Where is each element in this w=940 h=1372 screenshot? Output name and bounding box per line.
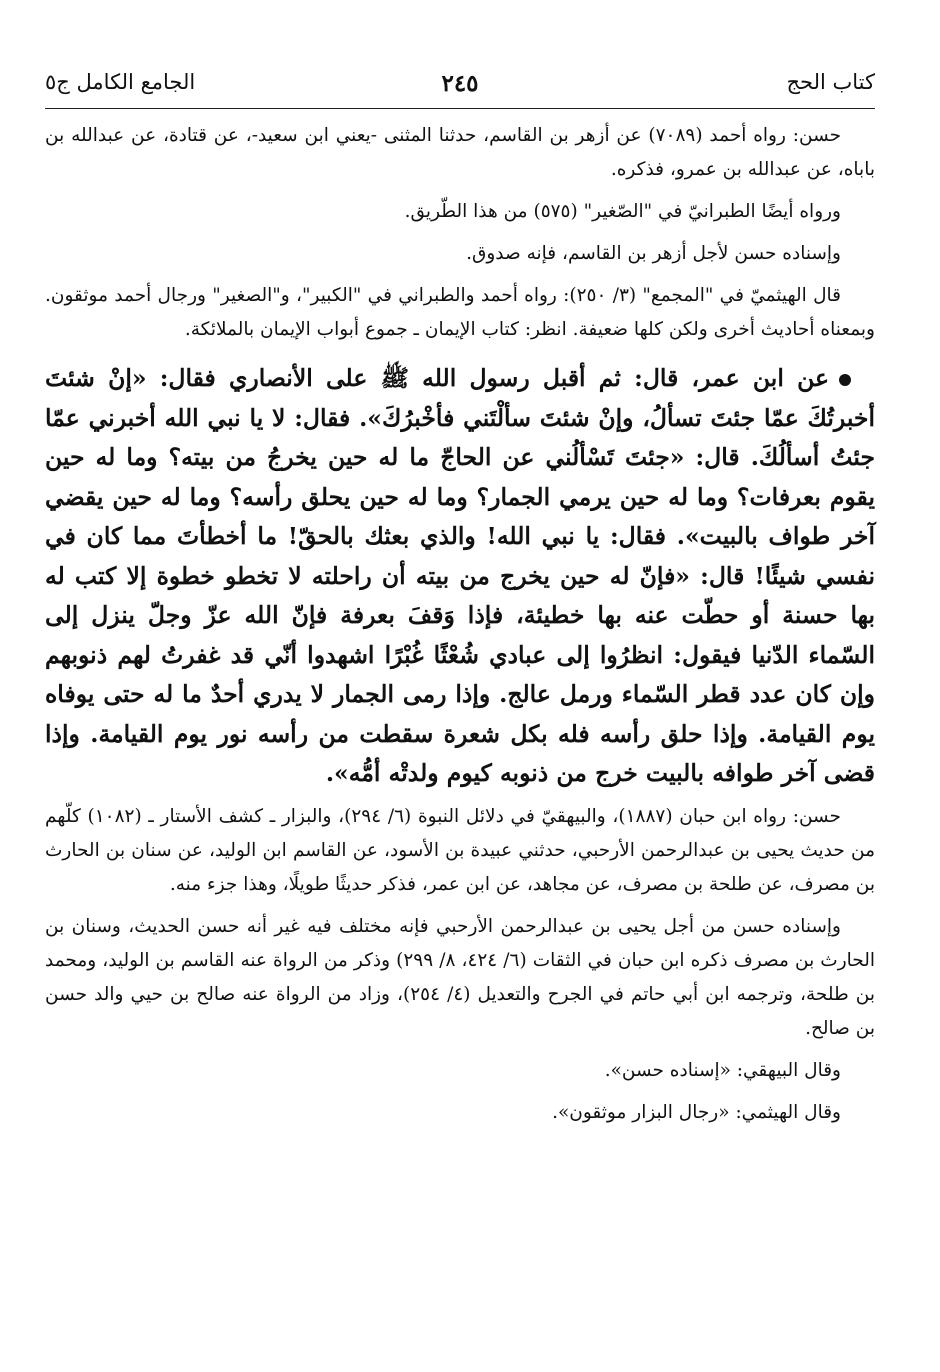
hadith-text: عن ابن عمر، قال: ثم أقبل رسول الله ﷺ على الأنصاري فقال: «إنْ شئتَ أخبرتُكَ عمّا جئتَ تسألُ، وإنْ شئتَ سألْتَني فأخْبرُكَ». فقال: لا يا نبي الله أخبرني عمّا جئتُ أسألُكَ. قال: «جئتَ تَسْألُني عن الحاجّ ما له حين يخرجُ من بيته؟ وما له حين يقوم بعرفات؟ وما له حين يرمي الجمار؟ وما له حين يحلق رأسه؟ وما له حين يقضي آخر طواف بالبيت». فقال: يا نبي الله! والذي بعثك بالحقّ! ما أخطأتَ مما كان في نفسي شيئًا! قال: «فإنّ له حين يخرج من بيته أن راحلته لا تخطو خطوة إلا كتب له بها حسنة أو حطّت عنه بها خطيئة، فإذا وَقفَ بعرفة فإنّ الله عزّ وجلّ ينزل إلى السّماء الدّنيا فيقول: انظرُوا إلى عبادي شُعْثًا غُبْرًا اشهدوا أنّي قد غفرتُ لهم ذنوبهم وإن كان عدد قطر السّماء ورمل عالج. وإذا رمى الجمار لا يدري أحدٌ ما له حتى يوفاه يوم القيامة. وإذا حلق رأسه فله بكل شعرة سقطت من رأسه نور يوم القيامة. وإذا قضى آخر طوافه بالبيت خرج من ذنوبه كيوم ولدتْه أمُّه». <box>45 364 875 787</box>
commentary-bottom <box>45 800 875 1130</box>
commentary-paragraph: وإسناده حسن من أجل يحيى بن عبدالرحمن الأرحبي فإنه مختلف فيه غير أنه حسن الحديث، وسنان بن الحارث بن مصرف ذكره ابن حبان في الثقات (٦/ ٤٢٤، ٨/ ٢٩٩) وذكر من الرواة عنه القاسم بن الوليد، ومحمد بن طلحة، وترجمه ابن أبي حاتم في الجرح والتعديل (٤/ ٢٥٤)، وزاد من الرواة عنه صالح بن حيي والد حسن بن صالح. <box>45 915 875 1039</box>
commentary-paragraph: حسن: رواه ابن حبان (١٨٨٧)، والبيهقيّ في دلائل النبوة (٦/ ٢٩٤)، والبزار ـ كشف الأستار ـ (١٠٨٢) كلّهم من حديث يحيى بن عبدالرحمن الأرحبي، حدثني عبيدة بن الأسود، عن القاسم ابن الوليد، عن سنان بن الحارث بن مصرف، عن طلحة بن مصرف، عن مجاهد، عن ابن عمر، فذكر حديثًا طويلًا، وهذا جزء منه. <box>45 805 875 895</box>
commentary-paragraph: وقال البيهقي: «إسناده حسن». <box>604 1059 841 1081</box>
commentary-paragraph: ورواه أيضًا الطبرانيّ في "الصّغير" (٥٧٥) من هذا الطّريق. <box>404 201 841 222</box>
bullet-icon <box>839 374 851 386</box>
commentary-paragraph: وإسناده حسن لأجل أزهر بن القاسم، فإنه صدوق. <box>466 243 841 264</box>
book-page <box>45 58 875 1130</box>
series-title: الجامع الكامل ج٥ <box>45 70 196 94</box>
hadith-text-block <box>45 359 875 794</box>
page-number: ٢٤٥ <box>441 70 479 97</box>
commentary-paragraph: حسن: رواه أحمد (٧٠٨٩) عن أزهر بن القاسم، حدثنا المثنى -يعني ابن سعيد-، عن قتادة، عن عبدالله بن باباه، عن عبدالله بن عمرو، فذكره. <box>45 125 875 180</box>
commentary-paragraph: وقال الهيثمي: «رجال البزار موثقون». <box>552 1101 841 1123</box>
commentary-paragraph: قال الهيثميّ في "المجمع" (٣/ ٢٥٠): رواه أحمد والطبراني في "الكبير"، و"الصغير" ورجال أحمد موثقون. وبمعناه أحاديث أخرى ولكن كلها ضعيفة. انظر: كتاب الإيمان ـ جموع أبواب الإيمان بالملائكة. <box>45 285 875 340</box>
commentary-top <box>45 119 875 347</box>
page-header <box>45 58 875 109</box>
book-title: كتاب الحج <box>786 70 875 94</box>
